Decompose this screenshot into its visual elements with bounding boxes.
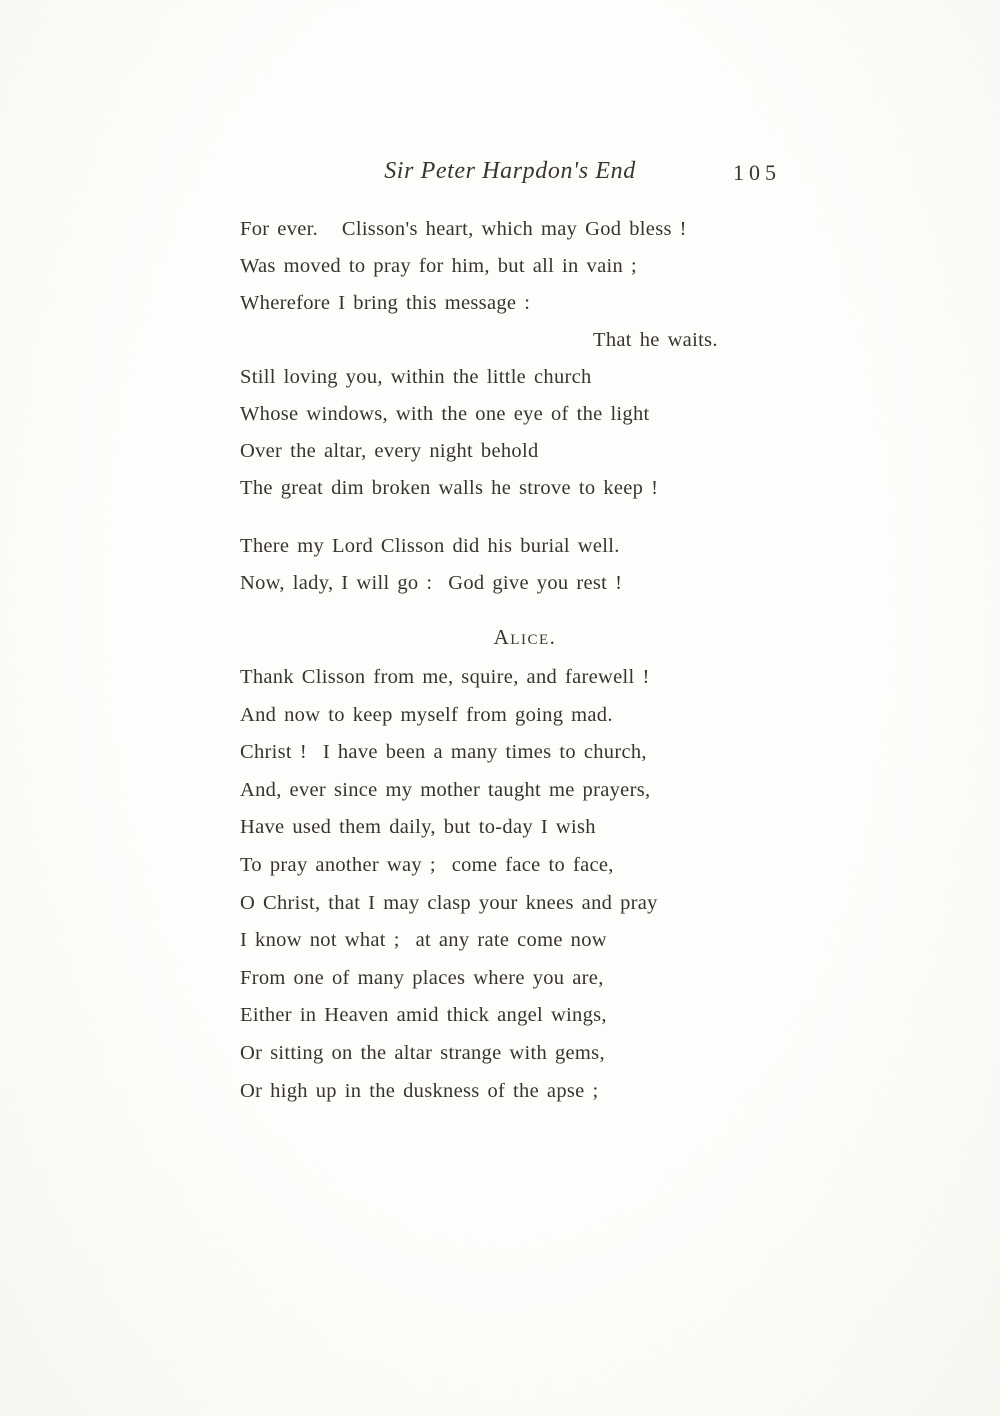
poem-line: Was moved to pray for him, but all in vain ; [240,255,637,277]
poem-line: For ever. Clisson's heart, which may God bless ! [240,218,687,240]
poem-line: The great dim broken walls he strove to keep ! [240,477,659,499]
poem-line: Have used them daily, but to-day I wish [240,816,596,839]
poem-line: And now to keep myself from going mad. [240,703,613,726]
poem-line: To pray another way ; come face to face, [240,853,614,876]
speaker-heading: Alice. [493,625,557,649]
poem-line: Over the altar, every night behold [240,440,539,462]
poem-line: I know not what ; at any rate come now [240,929,607,952]
poem-text [240,211,810,1110]
poem-line: Whose windows, with the one eye of the light [240,403,650,425]
page-header [0,158,1000,194]
poem-line: From one of many places where you are, [240,966,604,989]
page-number: 105 [733,160,781,185]
poem-line: Either in Heaven amid thick angel wings, [240,1004,607,1027]
poem-line: O Christ, that I may clasp your knees and pray [240,891,658,914]
poem-line: Or sitting on the altar strange with gems, [240,1041,605,1064]
alice-speech [240,659,810,1110]
poem-line: And, ever since my mother taught me prayers, [240,778,651,801]
inset-line: That he waits. [593,329,718,351]
poem-line: Christ ! I have been a many times to church, [240,741,647,764]
poem-line: Still loving you, within the little church [240,366,592,388]
poem-line: There my Lord Clisson did his burial well. [240,535,620,557]
poem-line: Wherefore I bring this message : [240,292,531,314]
poem-line: Thank Clisson from me, squire, and farewell ! [240,666,650,688]
poem-line: Now, lady, I will go : God give you rest ! [240,572,623,594]
running-title: Sir Peter Harpdon's End [384,158,636,184]
poem-line: Or high up in the duskness of the apse ; [240,1079,599,1102]
